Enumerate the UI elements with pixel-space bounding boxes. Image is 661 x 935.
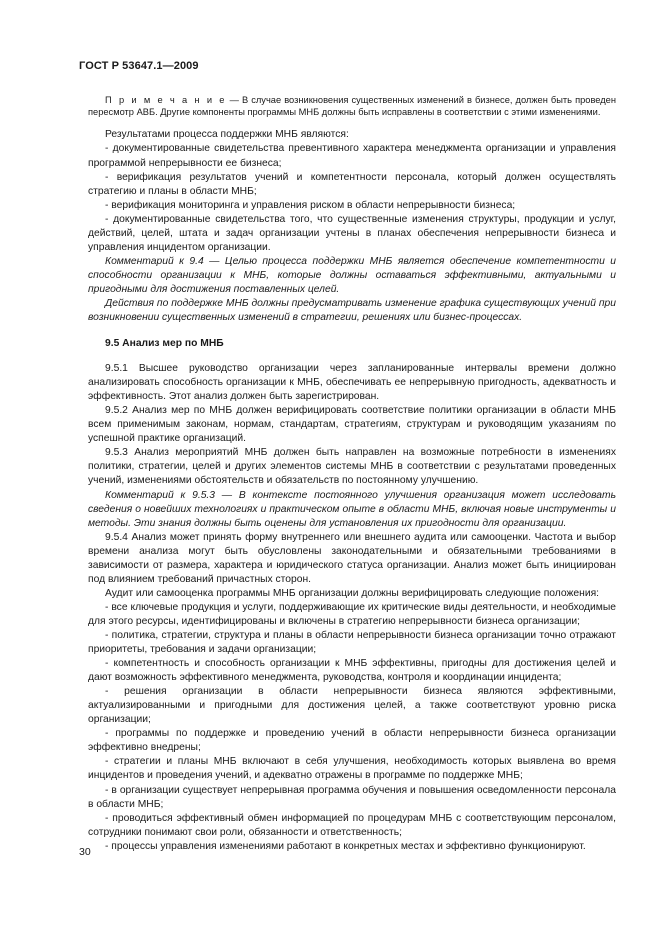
document-code-header: ГОСТ Р 53647.1—2009	[79, 60, 199, 72]
list-item: - компетентность и способность организации к МНБ эффективны, пригодны для достижения целей и дают возможность эффективного менеджмента, руководства, контроля и координации инцидента;	[88, 658, 616, 684]
page-content	[88, 94, 616, 854]
list-item: - в организации существует непрерывная программа обучения и повышения осведомленности персонала в области МНБ;	[88, 784, 616, 810]
page-number: 30	[79, 846, 91, 858]
note-text: — В случае возникновения существенных изменений в бизнесе, должен быть проведен пересмотр АВБ. Другие компоненты программы МНБ должны быть исправлены в соответствии с этими изменениями.	[88, 95, 616, 118]
paragraph: Результатами процесса поддержки МНБ являются:	[105, 129, 349, 141]
paragraph: 9.5.3 Анализ мероприятий МНБ должен быть направлен на возможные потребности в изменениях политики, стратегии, целей и других элементов системы МНБ в соответствии с результатами проведенных учений, изменениями обстоятельств и обязательств по постоянному улучшению.	[88, 447, 616, 487]
list-item: - верификация мониторинга и управления риском в области непрерывности бизнеса;	[105, 199, 516, 211]
comment-paragraph: Действия по поддержке МНБ должны предусматривать изменение графика существующих учений при возникновении существенных изменений в стратегии, решениях или бизнес-процессах.	[88, 297, 616, 324]
list-item: - документированные свидетельства превентивного характера менеджмента организации и управления программой непрерывности ее бизнеса;	[88, 143, 616, 169]
list-item: - процессы управления изменениями работают в конкретных местах и эффективно функционируют.	[105, 840, 586, 852]
paragraph: Аудит или самооценка программы МНБ организации должны верифицировать следующие положения:	[105, 587, 600, 599]
section-heading: 9.5 Анализ мер по МНБ	[105, 338, 224, 350]
list-item: - верификация результатов учений и компетентности персонала, который должен осуществлять стратегию и планы в области МНБ;	[88, 171, 616, 197]
list-item: - проводиться эффективный обмен информацией по процедурам МНБ с соответствующим персоналом, сотрудники понимают свои роли, обязанности и ответственность;	[88, 812, 616, 838]
list-item: - все ключевые продукция и услуги, поддерживающие их критические виды деятельности, и необходимые для этого ресурсы, идентифицированы и включены в стратегию непрерывности бизнеса организации;	[88, 601, 616, 627]
paragraph: 9.5.2 Анализ мер по МНБ должен верифицировать соответствие политики организации в области МНБ всем применимым законам, нормам, стандартам, стратегиям, структурам и руководящим указаниям по успешной практике организаций.	[88, 405, 616, 445]
list-item: - программы по поддержке и проведению учений в области непрерывности бизнеса организации эффективно внедрены;	[88, 728, 616, 754]
note-label: П р и м е ч а н и е	[105, 95, 227, 105]
list-item: - решения организации в области непрерывности бизнеса являются эффективными, актуализированными и пригодными для достижения целей, а также соответствуют уровню риска организации;	[88, 686, 616, 726]
comment-paragraph: Комментарий к 9.4 — Целью процесса поддержки МНБ является обеспечение компетентности и способности организации к МНБ, которые должны оставаться эффективными, актуальными и пригодными для достижения поставленных целей.	[88, 255, 616, 295]
paragraph: 9.5.1 Высшее руководство организации через запланированные интервалы времени должно анализировать способность организации к МНБ, обеспечивать ее непрерывную пригодность, адекватность и эффективность. Этот анализ должен быть зарегистрирован.	[88, 363, 616, 403]
list-item: - стратегии и планы МНБ включают в себя улучшения, необходимость которых выявлена во время инцидентов и проведения учений, и адекватно отражены в программе по поддержке МНБ;	[88, 756, 616, 782]
list-item: - политика, стратегии, структура и планы в области непрерывности бизнеса организации точно отражают приоритеты, требования и задачи организации;	[88, 630, 616, 656]
note-paragraph	[88, 94, 616, 118]
list-item: - документированные свидетельства того, что существенные изменения структуры, продукции и услуг, действий, целей, штата и задач организации учтены в планах обеспечения непрерывности бизнеса и управления инцидентом организации.	[88, 213, 616, 253]
comment-paragraph: Комментарий к 9.5.3 — В контексте постоянного улучшения организация может исследовать сведения о новейших технологиях и практическом опыте в области МНБ, включая новые инструменты и методы. Эти знания должны быть оценены для установления их пригодности для организации.	[88, 489, 616, 529]
paragraph: 9.5.4 Анализ может принять форму внутреннего или внешнего аудита или самооценки. Частота и выбор времени анализа могут быть обусловлены законодательными и обязательными требованиями в зависимости от размера, характера и юридического статуса организации. Анализ может быть инициирован под влиянием требований причастных сторон.	[88, 531, 616, 585]
